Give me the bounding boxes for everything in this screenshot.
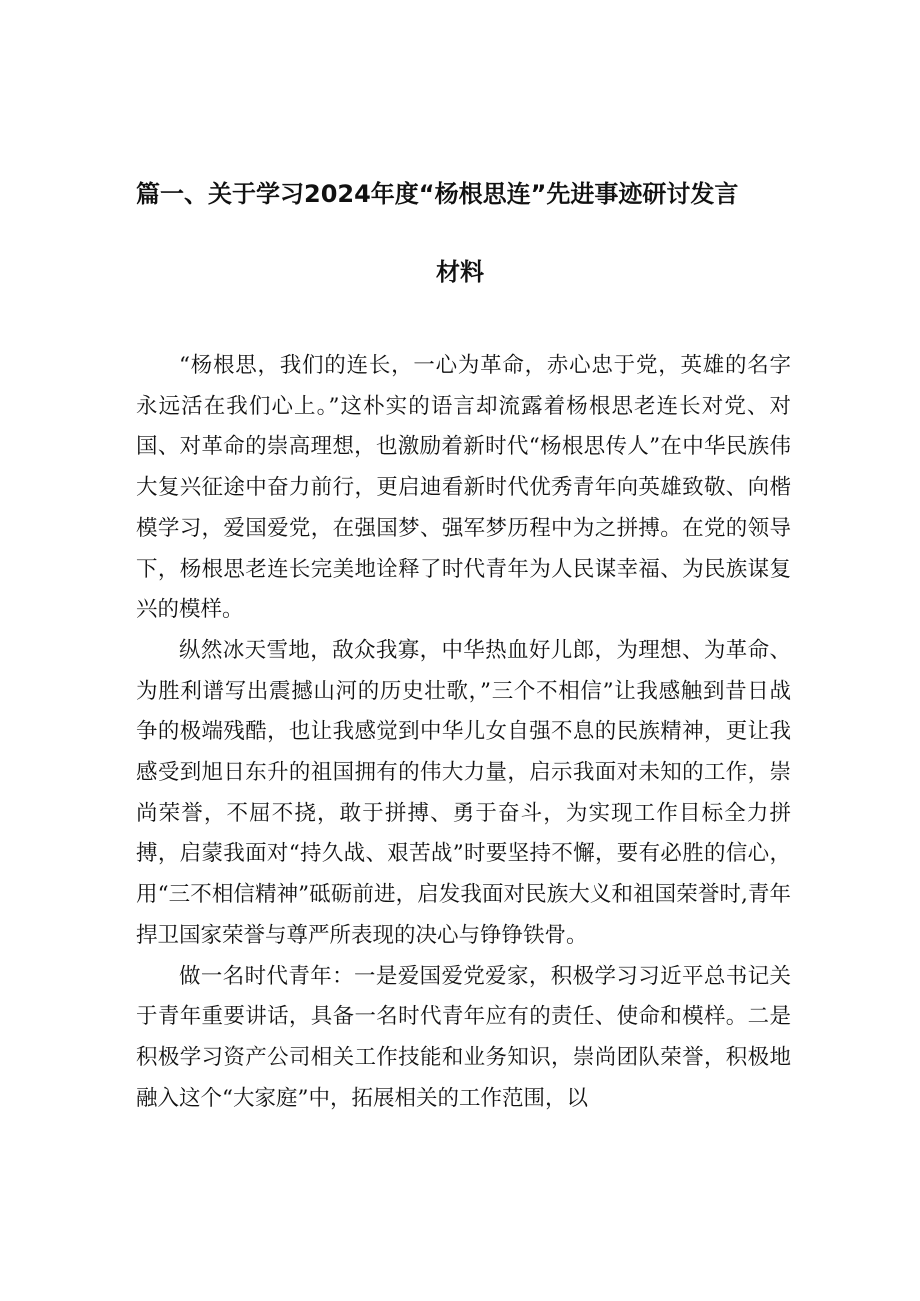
paragraph-2: 纵然冰天雪地，敌众我寡，中华热血好儿郎，为理想、为革命、为胜利谱写出震撼山河的历史壮歌，”三个不相信”让我感触到昔日战争的极端残酷，也让我感觉到中华儿女自强不息的民族精神，更让我感受到旭日东升的祖国拥有的伟大力量，启示我面对未知的工作，崇尚荣誉，不屈不挠，敢于拼搏、勇于奋斗，为实现工作目标全力拼搏，启蒙我面对“持久战、艰苦战”时要坚持不懈，要有必胜的信心，用“三不相信精神”砥砺前进，启发我面对民族大义和祖国荣誉时,青年捍卫国家荣誉与尊严所表现的决心与铮铮铁骨。 [136, 637, 791, 948]
document-title-line-1: 篇一、关于学习2024年度“杨根思连”先进事迹研讨发言 [136, 180, 739, 208]
paragraph-1: “杨根思，我们的连长，一心为革命，赤心忠于党，英雄的名字永远活在我们心上。”这朴实的语言却流露着杨根思老连长对党、对国、对革命的崇高理想，也激励着新时代“杨根思传人”在中华民族伟大复兴征途中奋力前行，更启迪看新时代优秀青年向英雄致敬、向楷模学习，爱国爱党，在强国梦、强军梦历程中为之拼搏。在党的领导下，杨根思老连长完美地诠释了时代青年为人民谋幸福、为民族谋复兴的模样。 [136, 353, 791, 623]
document-title-line-2: 材料 [436, 258, 484, 286]
document-body [136, 346, 791, 1119]
paragraph-3: 做一名时代青年：一是爱国爱党爱家，积极学习习近平总书记关于青年重要讲话，具备一名时代青年应有的责任、使命和模样。二是积极学习资产公司相关工作技能和业务知识，崇尚团队荣誉，积极地融入这个“大家庭”中，拓展相关的工作范围，以 [136, 963, 791, 1111]
